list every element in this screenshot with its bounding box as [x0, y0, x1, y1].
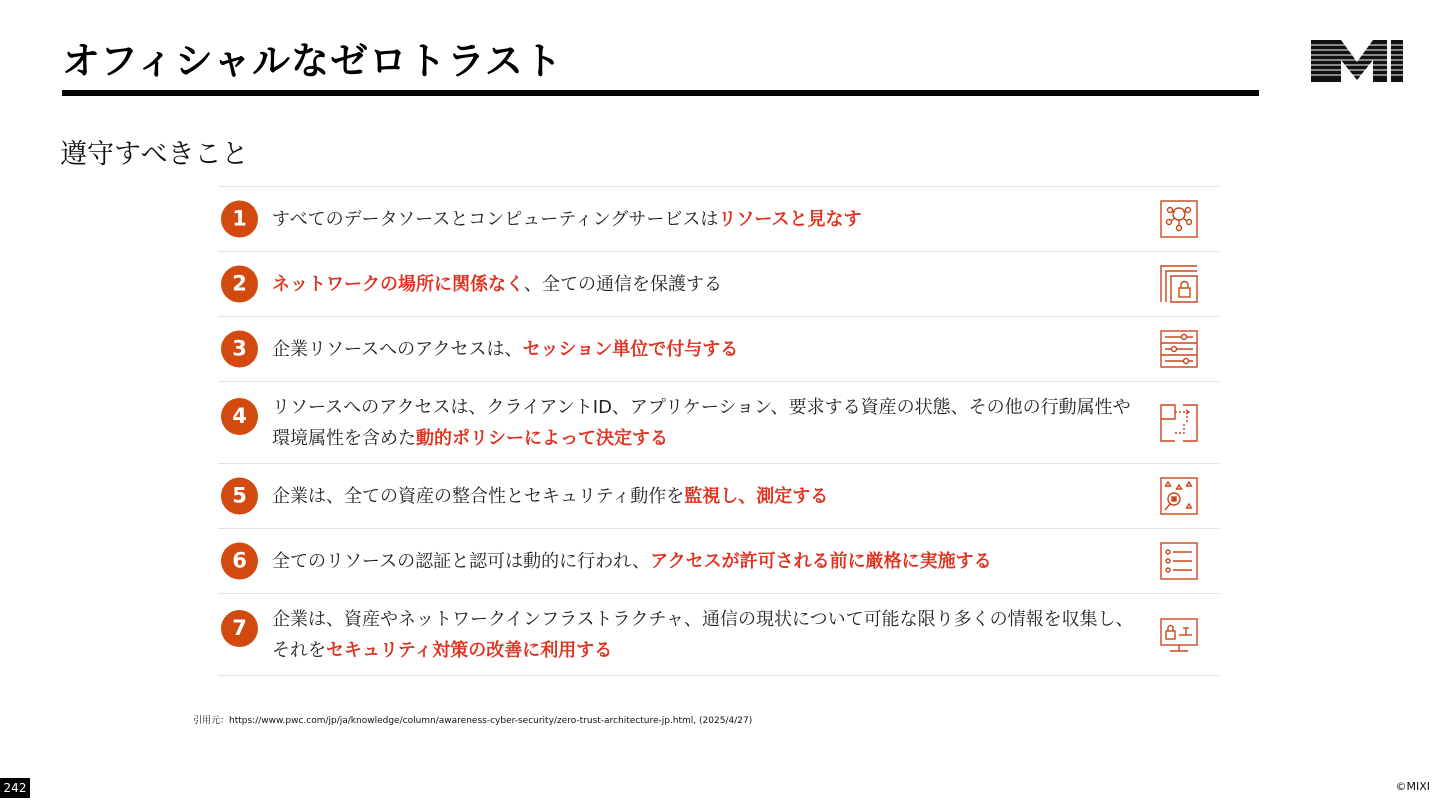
item-text: 企業は、全ての資産の整合性とセキュリティ動作を監視し、測定する	[272, 485, 829, 507]
list-item	[218, 187, 1219, 252]
list-item	[218, 252, 1219, 317]
item-number-badge: 5	[221, 478, 258, 515]
flow-path-icon	[1160, 404, 1198, 442]
list-item	[218, 529, 1219, 594]
copyright: ©MIXI	[1395, 780, 1430, 793]
list-item	[218, 594, 1219, 676]
title-underline	[62, 90, 1259, 96]
mixi-logo	[1311, 40, 1403, 82]
item-text: 全てのリソースの認証と認可は動的に行われ、アクセスが許可される前に厳格に実施する	[272, 550, 992, 572]
item-text: リソースへのアクセスは、クライアントID、アプリケーション、要求する資産の状態、その他の行動属性や環境属性を含めた動的ポリシーによって決定する	[272, 396, 1131, 449]
list-item	[218, 317, 1219, 382]
source-citation: 引用元：https://www.pwc.com/jp/ja/knowledge/column/awareness-cyber-security/zero-trust-architecture-jp.html, (2025/4/27)	[193, 716, 753, 726]
item-text: ネットワークの場所に関係なく、全ての通信を保護する	[272, 273, 722, 295]
list-item	[218, 464, 1219, 529]
item-number-badge: 1	[221, 201, 258, 238]
slide-title: オフィシャルなゼロトラスト	[62, 39, 563, 83]
network-nodes-icon	[1160, 200, 1198, 238]
monitor-magnifier-icon	[1160, 477, 1198, 515]
secure-screen-icon	[1160, 616, 1198, 654]
item-number-badge: 3	[221, 331, 258, 368]
slide-subtitle: 遵守すべきこと	[60, 139, 249, 170]
item-text: すべてのデータソースとコンピューティングサービスはリソースと見なす	[272, 208, 862, 230]
item-number-badge: 2	[221, 266, 258, 303]
item-number-badge: 7	[221, 610, 258, 647]
item-number-badge: 6	[221, 543, 258, 580]
sliders-icon	[1160, 330, 1198, 368]
checklist-icon	[1160, 542, 1198, 580]
item-text: 企業は、資産やネットワークインフラストラクチャ、通信の現状について可能な限り多くの情報を収集し、それをセキュリティ対策の改善に利用する	[272, 608, 1134, 661]
list-item	[218, 382, 1219, 464]
page-number: 242	[0, 778, 30, 798]
item-number-badge: 4	[221, 398, 258, 435]
padlock-frame-icon	[1160, 265, 1198, 303]
principles-list	[218, 186, 1219, 676]
item-text: 企業リソースへのアクセスは、セッション単位で付与する	[272, 338, 739, 360]
